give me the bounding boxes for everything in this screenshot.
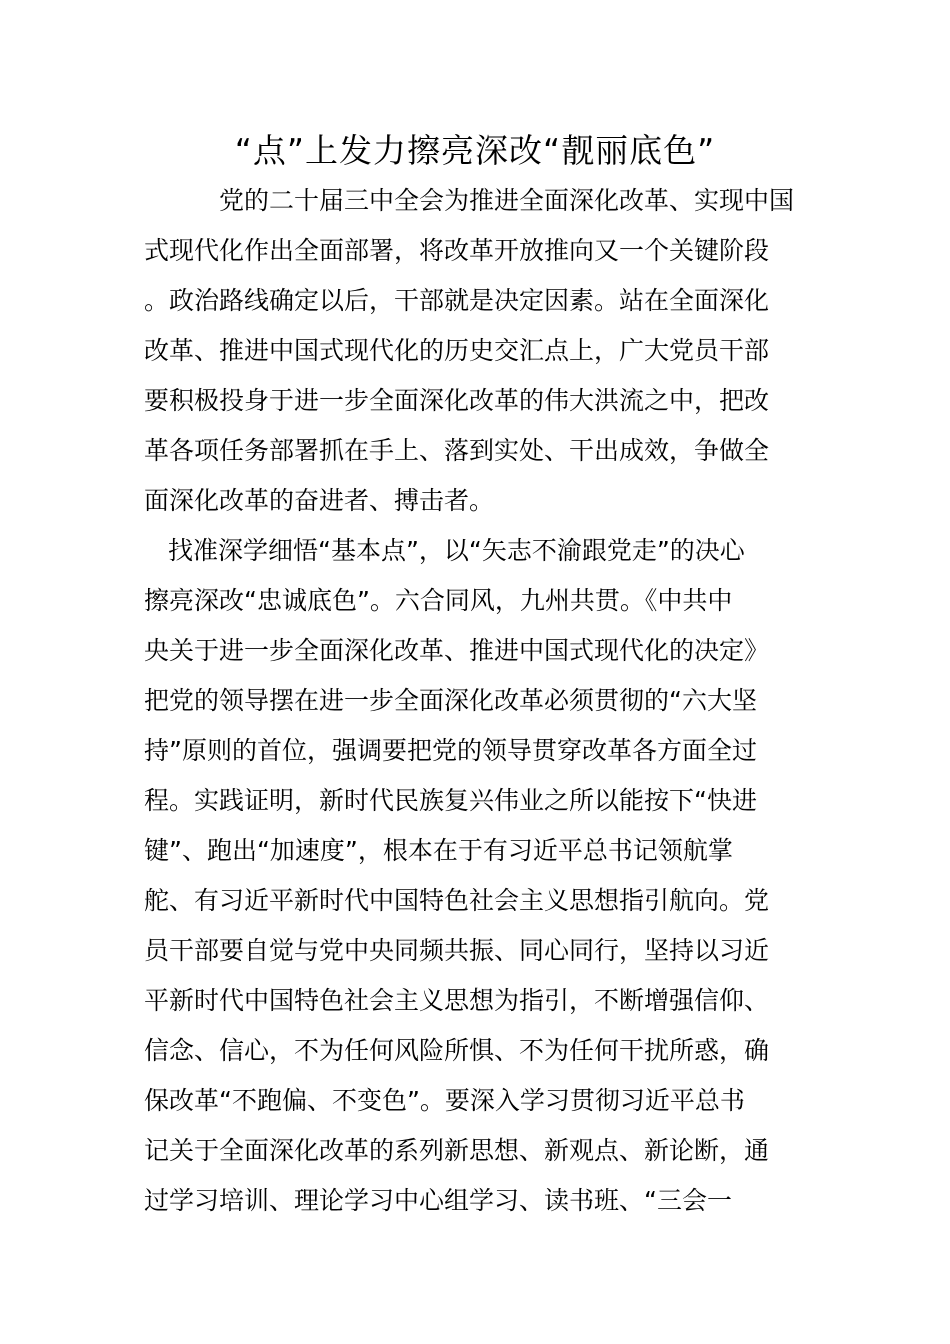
paragraph-2 <box>144 526 814 1226</box>
text-line: 党的二十届三中全会为推进全面深化改革、实现中国 <box>219 186 795 215</box>
text-line: 记关于全面深化改革的系列新思想、新观点、新论断，通 <box>144 1136 770 1165</box>
text-line: 把党的领导摆在进一步全面深化改革必须贯彻的“六大坚 <box>144 686 757 715</box>
text-line: 过学习培训、理论学习中心组学习、读书班、“三会一 <box>144 1186 732 1215</box>
text-line: 信念、信心，不为任何风险所惧、不为任何干扰所惑，确 <box>144 1036 770 1065</box>
text-line: 键”、跑出“加速度”，根本在于有习近平总书记领航掌 <box>144 836 733 865</box>
text-line: 。政治路线确定以后，干部就是决定因素。站在全面深化 <box>144 286 770 315</box>
text-line: 持”原则的首位，强调要把党的领导贯穿改革各方面全过 <box>144 736 757 765</box>
paragraph-1 <box>144 176 814 526</box>
text-line: 找准深学细悟“基本点”，以“矢志不渝跟党走”的决心 <box>168 536 745 565</box>
document-body <box>144 176 814 1226</box>
text-line: 平新时代中国特色社会主义思想为指引，不断增强信仰、 <box>144 986 770 1015</box>
text-line: 改革、推进中国式现代化的历史交汇点上，广大党员干部 <box>144 336 770 365</box>
text-line: 革各项任务部署抓在手上、落到实处、干出成效，争做全 <box>144 436 770 465</box>
text-line: 要积极投身于进一步全面深化改革的伟大洪流之中，把改 <box>144 386 770 415</box>
text-line: 保改革“不跑偏、不变色”。要深入学习贯彻习近平总书 <box>144 1086 745 1115</box>
text-line: 央关于进一步全面深化改革、推进中国式现代化的决定》 <box>144 636 770 665</box>
text-line: 舵、有习近平新时代中国特色社会主义思想指引航向。党 <box>144 886 770 915</box>
text-line: 员干部要自觉与党中央同频共振、同心同行，坚持以习近 <box>144 936 770 965</box>
text-line: 程。实践证明，新时代民族复兴伟业之所以能按下“快进 <box>144 786 757 815</box>
text-line: 式现代化作出全面部署，将改革开放推向又一个关键阶段 <box>144 236 770 265</box>
text-line: 面深化改革的奋进者、搏击者。 <box>144 486 495 515</box>
document-title: “点”上发力擦亮深改“靓丽底色” <box>234 131 716 170</box>
text-line: 擦亮深改“忠诚底色”。六合同风，九州共贯。《中共中 <box>144 586 733 615</box>
